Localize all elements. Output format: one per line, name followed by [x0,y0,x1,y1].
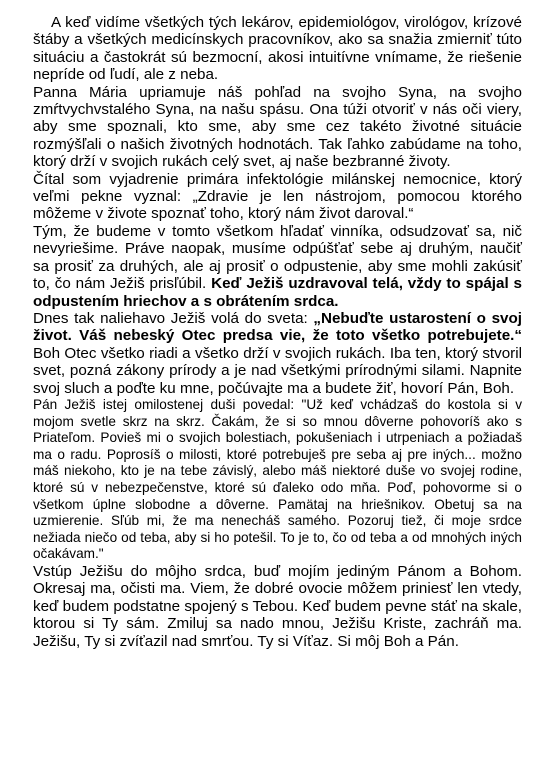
paragraph-4 [33,223,522,310]
paragraph-6-quote [33,397,522,563]
paragraph-text: Dnes tak naliehavo Ježiš volá do sveta: [33,309,314,327]
paragraph-text: Vstúp Ježišu do môjho srdca, buď mojím jediným Pánom a Bohom. Okresaj ma, očisti ma. Viem, že dobré ovocie môžem priniesť len vtedy, keď budem podstatne spojený s Tebou. Keď budem pevne stáť na skale, ktorou si Ty sám. Zmiluj sa nado mnou, Ježišu Kriste, zachráň ma. Ježišu, Ty si zvíťazil nad smrťou. Ty si Víťaz. Si môj Boh a Pán. [33,562,522,650]
paragraph-emphasis: Keď Ježiš uzdravoval telá, vždy to spájal s odpustením hriechov a s obrátením srdca. [33,275,522,310]
paragraph-text: Čítal som vyjadrenie primára infektológie milánskej nemocnice, ktorý veľmi pekne vyznal: „Zdravie je len nástrojom, pomocou ktorého môžeme v živote spoznať toho, ktorý nám život daroval.“ [33,170,522,223]
paragraph-text: Tým, že budeme v tomto všetkom hľadať vinníka, odsudzovať sa, nič nevyriešime. Práve naopak, musíme odpúšťať sebe aj druhým, naučiť sa prosiť za druhých, ale aj prosiť o odpustenie, aby sme mohli zakúsiť to, čo nám Ježiš prisľúbil. [33,222,522,293]
paragraph-3 [33,171,522,223]
paragraph-text: Pán Ježiš istej omilostenej duši povedal: "Už keď vchádzaš do kostola si v mojom svetle skrz na skrz. Čakám, že si so mnou dôverne pohovoríš ako s Priateľom. Povieš mi o svojich bolestiach, pokušeniach i utrpeniach a požiadaš ma o radu. Poprosíš o milosti, ktoré potrebuješ pre seba aj pre iných... možno máš niekoho, kto je na tebe závislý, alebo máš niektoré duše vo svojej rodine, ktoré sú v nebezpečenstve, ktoré sú ďaleko odo mňa. Poď, pohovorme si o všetkom úplne slobodne a dôverne. Pamätaj na hriešnikov. Obetuj sa na uzmierenie. Sľúb mi, že ma nenecháš samého. Pozoruj tiež, či moje srdce nežiada niečo od teba, aby si ho potešil. To je to, čo od teba a od mnohých iných očakávam." [33,396,522,562]
paragraph-text: A keď vidíme všetkých tých lekárov, epidemiológov, virológov, krízové štáby a všetkých medicínskych pracovníkov, ako sa snažia zmierniť túto situáciu a častokrát sú bezmocní, akosi intuitívne vnímame, že riešenie nepríde od ľudí, ale z neba. [33,14,522,84]
paragraph-quote-bold: „Nebuďte ustarostení o svoj život. Váš nebeský Otec predsa vie, že toto všetko potrebujete.“ [33,309,522,345]
paragraph-7-prayer [33,563,522,650]
paragraph-text: Panna Mária upriamuje náš pohľad na svojho Syna, na svojho zmŕtvychvstalého Syna, na našu spásu. Ona túži otvoriť v nás oči viery, aby sme spoznali, kto sme, aby sme cez takéto životné situácie rozmýšľali o našich životných hodnotách. Tak ľahko zabúdame na toho, ktorý drží v svojich rukách celý svet, aj naše bezbranné životy. [33,83,522,171]
paragraph-5 [33,310,522,397]
paragraph-text: Boh Otec všetko riadi a všetko drží v svojich rukách. Iba ten, ktorý stvoril svet, pozná zákony prírody a je nad všetkými prírodnými silami. Napnite svoj sluch a poďte ku mne, počúvajte ma a budete žiť, hovorí Pán, Boh. [33,344,522,397]
paragraph-2 [33,84,522,171]
paragraph-1 [33,14,522,84]
